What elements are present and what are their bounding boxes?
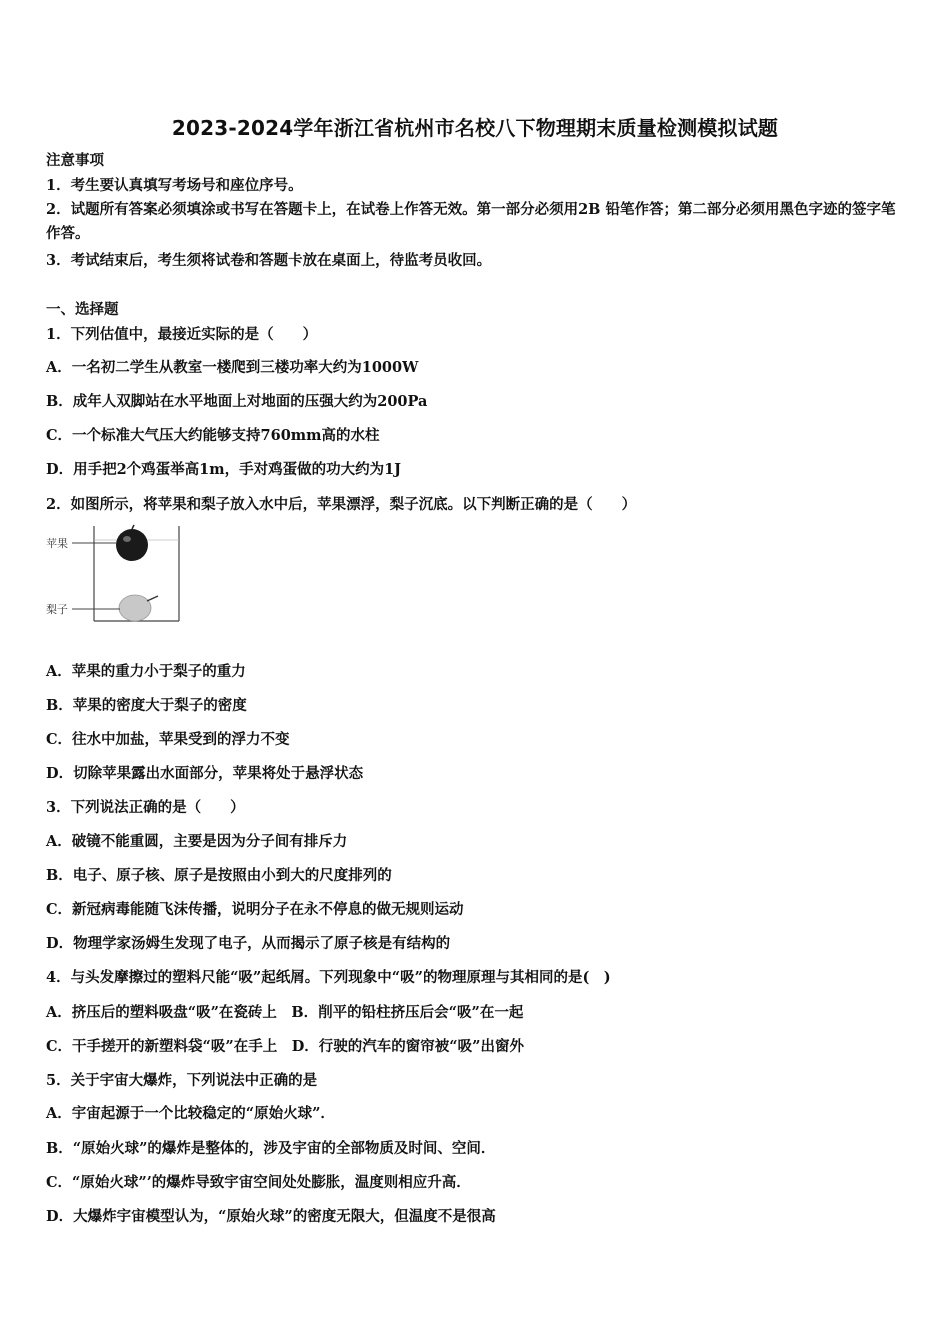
question-5-option-a: A．宇宙起源于一个比较稳定的“原始火球”． bbox=[46, 1105, 335, 1122]
question-3-option-a: A．破镜不能重圆，主要是因为分子间有排斥力 bbox=[46, 833, 348, 850]
question-1-stem: 1．下列估值中，最接近实际的是（ ） bbox=[46, 326, 318, 343]
notice-heading: 注意事项 bbox=[46, 152, 104, 169]
notice-item-2: 2．试题所有答案必须填涂或书写在答题卡上，在试卷上作答无效。第一部分必须用2B 铅笔作答；第二部分必须用黑色字迹的签字笔作答。 bbox=[46, 201, 896, 242]
question-1-option-d: D．用手把2个鸡蛋举高1m，手对鸡蛋做的功大约为1J bbox=[46, 461, 402, 478]
question-1-option-b: B．成年人双脚站在水平地面上对地面的压强大约为200Pa bbox=[46, 393, 428, 410]
question-4-options-ab: A．挤压后的塑料吸盘“吸”在瓷砖上 B．削平的铅柱挤压后会“吸”在一起 bbox=[46, 1004, 524, 1021]
question-5-option-b: B．“原始火球”的爆炸是整体的，涉及宇宙的全部物质及时间、空间． bbox=[46, 1140, 496, 1157]
question-5-option-c: C．“原始火球”’的爆炸导致宇宙空间处处膨胀，温度则相应升高． bbox=[46, 1174, 471, 1191]
question-2-stem: 2．如图所示，将苹果和梨子放入水中后，苹果漂浮，梨子沉底。以下判断正确的是（ ） bbox=[46, 496, 637, 513]
question-1-option-a: A．一名初二学生从教室一楼爬到三楼功率大约为1000W bbox=[46, 359, 419, 376]
pear-label-text: 梨子 bbox=[46, 603, 68, 616]
question-3-option-b: B．电子、原子核、原子是按照由小到大的尺度排列的 bbox=[46, 867, 392, 884]
question-1-option-c: C．一个标准大气压大约能够支持760mm高的水柱 bbox=[46, 427, 380, 444]
question-3-stem: 3．下列说法正确的是（ ） bbox=[46, 799, 245, 816]
pear-icon bbox=[119, 595, 158, 621]
question-2-option-d: D．切除苹果露出水面部分，苹果将处于悬浮状态 bbox=[46, 765, 364, 782]
notice-item-1: 1．考生要认真填写考场号和座位序号。 bbox=[46, 177, 303, 194]
pear-label bbox=[46, 602, 120, 616]
question-2-option-c: C．往水中加盐，苹果受到的浮力不变 bbox=[46, 731, 290, 748]
question-2-option-b: B．苹果的密度大于梨子的密度 bbox=[46, 697, 247, 714]
apple-icon bbox=[116, 525, 148, 561]
notice-item-3: 3．考试结束后，考生须将试卷和答题卡放在桌面上，待监考员收回。 bbox=[46, 252, 492, 269]
question-4-stem: 4．与头发摩擦过的塑料尺能“吸”起纸屑。下列现象中“吸”的物理原理与其相同的是( ) bbox=[46, 969, 611, 986]
question-2-option-a: A．苹果的重力小于梨子的重力 bbox=[46, 663, 246, 680]
question-3-option-d: D．物理学家汤姆生发现了电子，从而揭示了原子核是有结构的 bbox=[46, 935, 451, 952]
section-heading: 一、选择题 bbox=[46, 301, 119, 318]
page-title: 2023-2024学年浙江省杭州市名校八下物理期末质量检测模拟试题 bbox=[171, 116, 779, 140]
apple-label-text: 苹果 bbox=[46, 537, 68, 550]
apple-pear-figure bbox=[44, 524, 184, 624]
question-5-stem: 5．关于宇宙大爆炸，下列说法中正确的是 bbox=[46, 1072, 318, 1089]
apple-label bbox=[46, 536, 116, 550]
question-5-option-d: D．大爆炸宇宙模型认为，“原始火球”的密度无限大，但温度不是很高 bbox=[46, 1208, 496, 1225]
question-3-option-c: C．新冠病毒能随飞沫传播，说明分子在永不停息的做无规则运动 bbox=[46, 901, 464, 918]
question-4-options-cd: C．干手搓开的新塑料袋“吸”在手上 D．行驶的汽车的窗帘被“吸”出窗外 bbox=[46, 1038, 524, 1055]
